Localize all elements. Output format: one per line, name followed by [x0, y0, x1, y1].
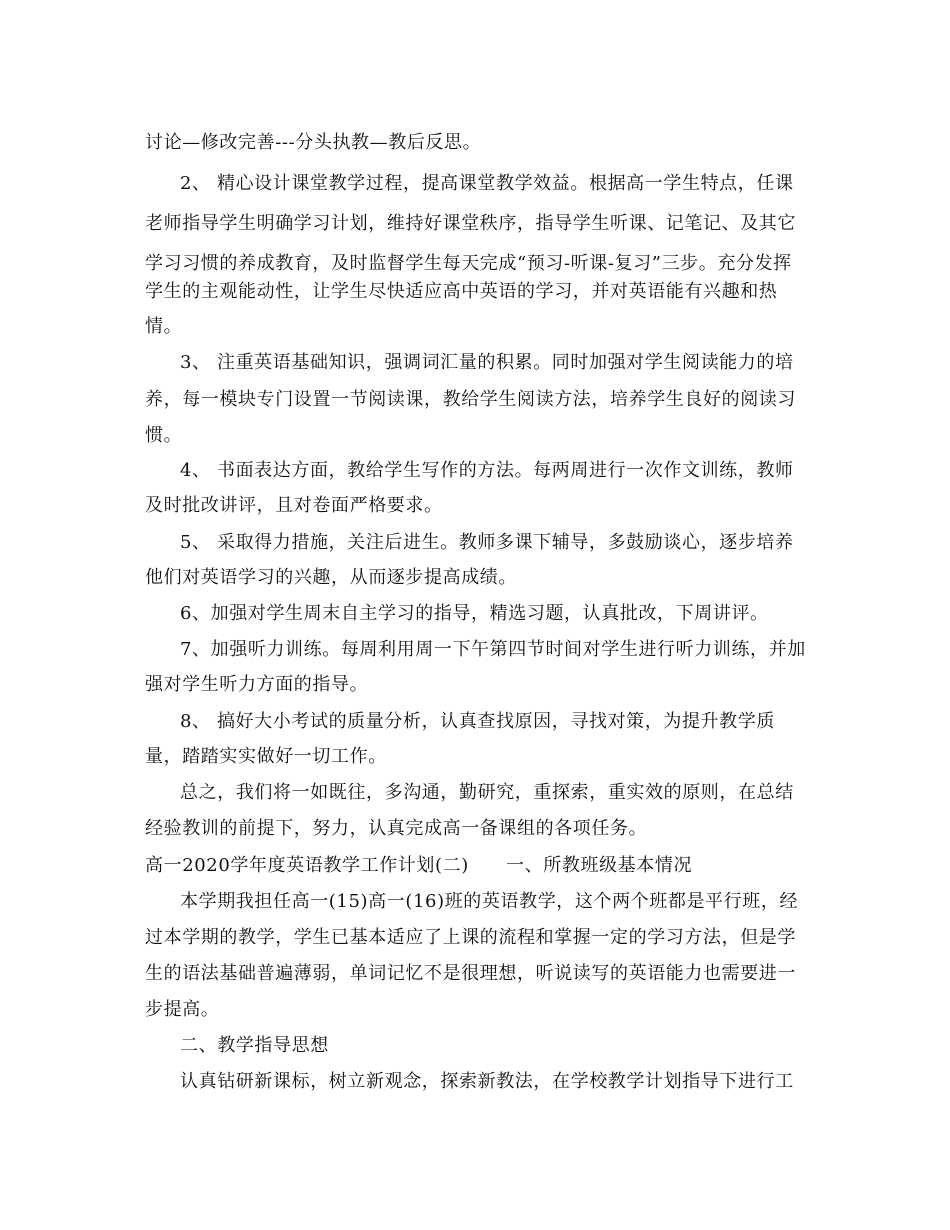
text-line: 学生的主观能动性，让学生尽快适应高中英语的学习，并对英语能有兴趣和热	[145, 281, 778, 302]
text-line: 8、 搞好大小考试的质量分析，认真查找原因，寻找对策，为提升教学质	[180, 711, 775, 732]
text-line: 7、加强听力训练。每周利用周一下午第四节时间对学生进行听力训练，并加	[180, 639, 806, 660]
section-heading: 二、教学指导思想	[180, 1035, 329, 1056]
text-line: 及时批改讲评，且对卷面严格要求。	[145, 495, 443, 516]
text-line: 学习习惯的养成教育，及时监督学生每天完成“预习-听课-复习”三步。充分发挥	[145, 253, 792, 274]
text-line: 他们对英语学习的兴趣，从而逐步提高成绩。	[145, 567, 517, 588]
text-line: 养，每一模块专门设置一节阅读课，教给学生阅读方法，培养学生良好的阅读习	[145, 389, 796, 410]
text-line: 认真钻研新课标，树立新观念，探索新教法，在学校教学计划指导下进行工	[180, 1071, 794, 1092]
text-line: 讨论—修改完善---分头执教—教后反思。	[145, 132, 482, 153]
text-line: 本学期我担任高一(15)高一(16)班的英语教学，这个两个班都是平行班，经	[180, 891, 799, 912]
text-line: 经验教训的前提下，努力，认真完成高一备课组的各项任务。	[145, 818, 648, 839]
text-line: 惯。	[145, 425, 183, 446]
text-line: 5、 采取得力措施，关注后进生。教师多课下辅导，多鼓励谈心，逐步培养	[180, 532, 794, 553]
text-line: 2、 精心设计课堂教学过程，提高课堂教学效益。根据高一学生特点，任课	[180, 173, 794, 194]
text-line: 总之，我们将一如既往，多沟通，勤研究，重探索，重实效的原则，在总结	[180, 782, 794, 803]
text-line: 情。	[145, 316, 183, 337]
text-line: 强对学生听力方面的指导。	[145, 674, 369, 695]
text-line: 过本学期的教学，学生已基本适应了上课的流程和掌握一定的学习方法，但是学	[145, 927, 796, 948]
text-line: 4、 书面表达方面，教给学生写作的方法。每两周进行一次作文训练，教师	[180, 460, 794, 481]
text-line: 量，踏踏实实做好一切工作。	[145, 746, 387, 767]
text-line: 3、 注重英语基础知识，强调词汇量的积累。同时加强对学生阅读能力的培	[180, 352, 794, 373]
section-heading: 高一2020学年度英语教学工作计划(二) 一、所教班级基本情况	[145, 855, 693, 876]
text-line: 步提高。	[145, 999, 220, 1020]
text-line: 6、加强对学生周末自主学习的指导，精选习题，认真批改，下周讲评。	[180, 603, 769, 624]
text-line: 老师指导学生明确学习计划，维持好课堂秩序，指导学生听课、记笔记、及其它	[145, 213, 796, 234]
text-line: 生的语法基础普遍薄弱，单词记忆不是很理想，听说读写的英语能力也需要进一	[145, 963, 796, 984]
